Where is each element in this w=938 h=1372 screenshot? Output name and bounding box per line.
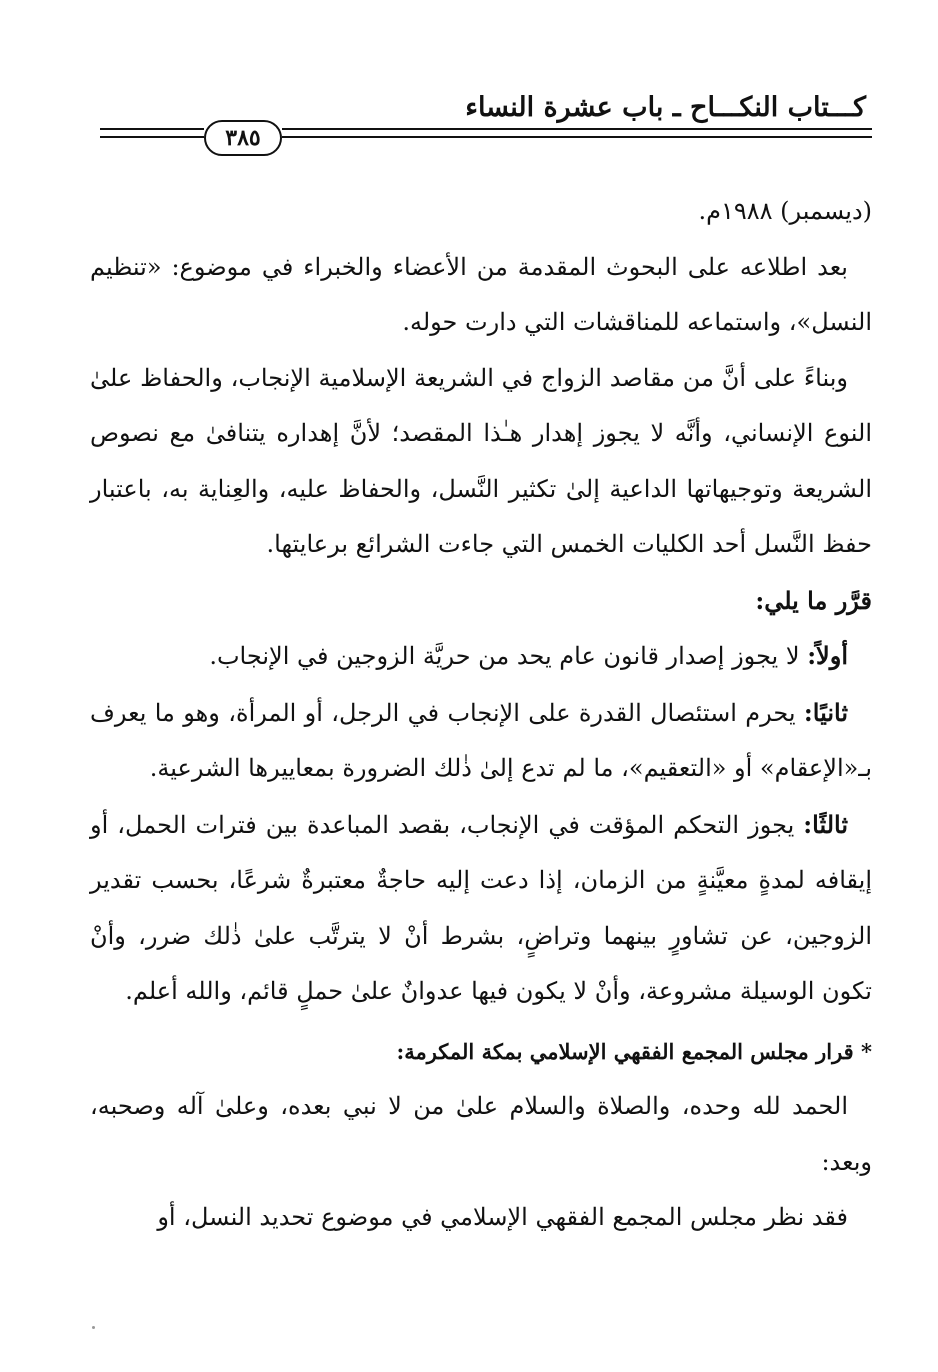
header-rule-right-lower bbox=[282, 136, 872, 138]
clause-third-text: يجوز التحكم المؤقت في الإنجاب، بقصد المباعدة بين فترات الحمل، أو إيقافه لمدةٍ معيَّنةٍ من الزمان، إذا دعت إليه حاجةٌ معتبرةٌ شرعًا، بحسب تقدير الزوجين، عن تشاورٍ بينهما وتراضٍ، بشرط أنْ لا يترتَّب علىٰ ذٰلك ضرر، وأنْ تكون الوسيلة مشروعة، وأنْ لا يكون فيها عدوانٌ علىٰ حملٍ قائم، والله أعلم. bbox=[90, 810, 872, 1005]
clause-first-label: أولاً: bbox=[807, 641, 848, 670]
scan-mark bbox=[92, 1326, 95, 1329]
paragraph-basis: وبناءً على أنَّ من مقاصد الزواج في الشريعة الإسلامية الإنجاب، والحفاظ علىٰ النوع الإنساني، وأنَّه لا يجوز إهدار هـٰذا المقصد؛ لأنَّ إهداره يتنافىٰ مع نصوص الشريعة وتوجيهاتها الداعية إلىٰ تكثير النَّسل، والحفاظ عليه، والعِناية به، باعتبار حفظ النَّسل أحد الكليات الخمس التي جاءت الشرائع برعايتها. bbox=[90, 363, 872, 558]
clause-second-label: ثانيًا: bbox=[803, 697, 848, 727]
header-rule-right bbox=[282, 128, 872, 130]
clause-third-label: ثالثًا: bbox=[803, 809, 848, 839]
resolution-heading: قرَّر ما يلي: bbox=[755, 585, 872, 615]
clause-third bbox=[90, 797, 872, 1020]
clause-first bbox=[90, 628, 872, 685]
paragraph-date: (ديسمبر) ١٩٨٨م. bbox=[698, 197, 872, 225]
main-text-block bbox=[90, 184, 872, 1246]
page-number-badge: ٣٨٥ bbox=[204, 120, 282, 156]
paragraph-praise: الحمد لله وحده، والصلاة والسلام علىٰ من لا نبي بعده، وعلىٰ آله وصحبه، وبعد: bbox=[90, 1092, 872, 1176]
paragraph-intro: بعد اطلاعه على البحوث المقدمة من الأعضاء والخبراء في موضوع: «تنظيم النسل»، واستماعه للمناقشات التي دارت حوله. bbox=[90, 252, 872, 336]
running-header-title: كـــتاب النكـــاح ـ باب عشرة النساء bbox=[465, 92, 866, 123]
header-rule-left bbox=[100, 128, 204, 130]
clause-second-text: يحرم استئصال القدرة على الإنجاب في الرجل، أو المرأة، وهو ما يعرف بـ«الإعقام» أو «التعقيم»، ما لم تدع إلىٰ ذٰلك الضرورة بمعاييرها الشرعية. bbox=[90, 698, 872, 782]
header-rule-left-lower bbox=[100, 136, 204, 138]
section-heading-makkah: * قرار مجلس المجمع الفقهي الإسلامي بمكة المكرمة: bbox=[396, 1038, 872, 1064]
paragraph-continued: فقد نظر مجلس المجمع الفقهي الإسلامي في موضوع تحديد النسل، أو bbox=[157, 1203, 848, 1231]
clause-first-text: لا يجوز إصدار قانون عام يحد من حريَّة الزوجين في الإنجاب. bbox=[209, 642, 808, 670]
clause-second bbox=[90, 685, 872, 797]
